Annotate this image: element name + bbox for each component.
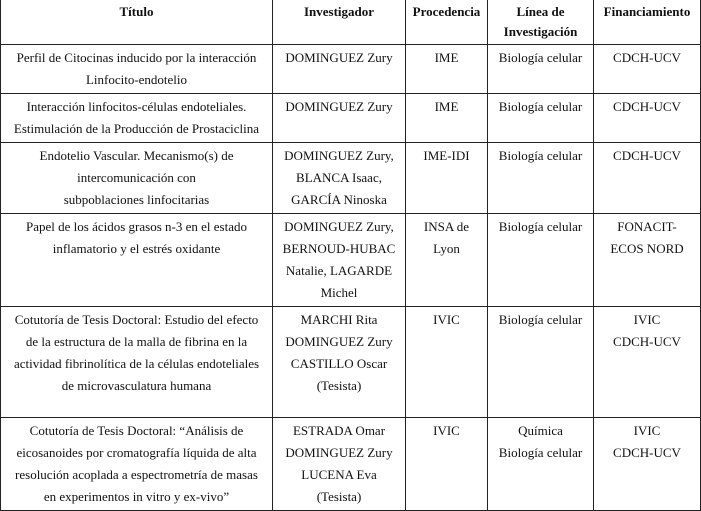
cell-procedencia: IME-IDI	[406, 143, 488, 214]
cell-investigador: DOMINGUEZ Zury, BLANCA Isaac, GARCÍA Ninoska	[273, 143, 406, 214]
table-row	[1, 214, 701, 307]
table-row	[1, 45, 701, 94]
cell-titulo: Cotutoría de Tesis Doctoral: “Análisis de eicosanoides por cromatografía líquida de alta resolución acoplada a espectrometría de masas en experimentos in vitro y ex-vivo”	[1, 418, 273, 511]
cell-procedencia: IVIC	[406, 307, 488, 418]
cell-investigador: DOMINGUEZ Zury, BERNOUD-HUBAC Natalie, LAGARDE Michel	[273, 214, 406, 307]
cell-titulo: Perfil de Citocinas inducido por la interacción Linfocito-endotelio	[1, 45, 273, 94]
cell-procedencia: IME	[406, 45, 488, 94]
header-titulo: Título	[1, 0, 273, 45]
cell-linea: Biología celular	[488, 45, 594, 94]
cell-linea: Biología celular	[488, 94, 594, 143]
cell-investigador: DOMINGUEZ Zury	[273, 94, 406, 143]
cell-titulo: Cotutoría de Tesis Doctoral: Estudio del efecto de la estructura de la malla de fibrina en la actividad fibrinolítica de la células endoteliales de microvasculatura humana	[1, 307, 273, 418]
cell-linea: Biología celular	[488, 307, 594, 418]
cell-investigador: ESTRADA Omar DOMINGUEZ Zury LUCENA Eva (Tesista)	[273, 418, 406, 511]
cell-financiamiento: CDCH-UCV	[594, 143, 701, 214]
cell-procedencia: IVIC	[406, 418, 488, 511]
table-row	[1, 94, 701, 143]
table-row	[1, 418, 701, 511]
cell-financiamiento: CDCH-UCV	[594, 94, 701, 143]
header-financiamiento: Financiamiento	[594, 0, 701, 45]
cell-financiamiento: CDCH-UCV	[594, 45, 701, 94]
cell-financiamiento: FONACIT- ECOS NORD	[594, 214, 701, 307]
cell-investigador: MARCHI Rita DOMINGUEZ Zury CASTILLO Oscar (Tesista)	[273, 307, 406, 418]
cell-titulo: Interacción linfocitos-células endoteliales. Estimulación de la Producción de Prostaciclina	[1, 94, 273, 143]
cell-linea: Biología celular	[488, 143, 594, 214]
table-row	[1, 307, 701, 418]
cell-procedencia: IME	[406, 94, 488, 143]
cell-titulo: Papel de los ácidos grasos n-3 en el estado inflamatorio y el estrés oxidante	[1, 214, 273, 307]
cell-titulo: Endotelio Vascular. Mecanismo(s) de intercomunicación con subpoblaciones linfocitarias	[1, 143, 273, 214]
table-header-row	[1, 0, 701, 45]
table-row	[1, 143, 701, 214]
cell-financiamiento: IVIC CDCH-UCV	[594, 307, 701, 418]
cell-investigador: DOMINGUEZ Zury	[273, 45, 406, 94]
header-procedencia: Procedencia	[406, 0, 488, 45]
header-investigador: Investigador	[273, 0, 406, 45]
cell-financiamiento: IVIC CDCH-UCV	[594, 418, 701, 511]
header-linea: Línea de Investigación	[488, 0, 594, 45]
cell-procedencia: INSA de Lyon	[406, 214, 488, 307]
cell-linea: Química Biología celular	[488, 418, 594, 511]
cell-linea: Biología celular	[488, 214, 594, 307]
